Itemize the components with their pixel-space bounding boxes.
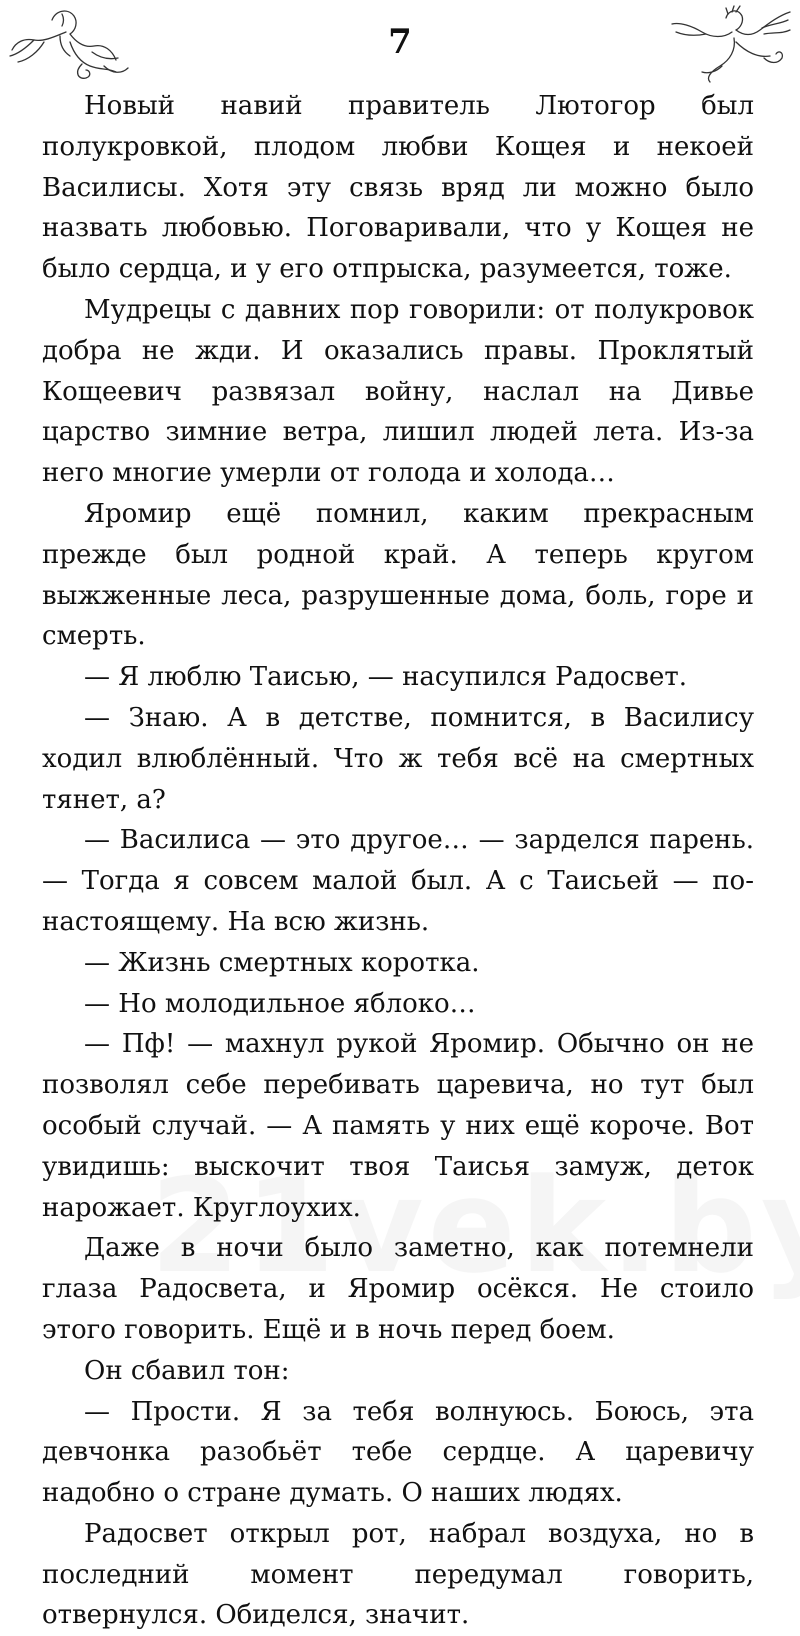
paragraph: Он сбавил тон: bbox=[84, 1355, 290, 1386]
dialogue-line: — Жизнь смертных коротка. bbox=[84, 947, 480, 978]
paragraph: Новый навий правитель Лютогор был полукровкой, плодом любви Кощея и некоей Василисы. Хотя эту связь вряд ли можно было назвать любовью. Поговаривали, что у Кощея не было сердца, и у его отпрыска, разумеется, тоже. bbox=[42, 91, 754, 285]
paragraph: Яромир ещё помнил, каким прекрасным прежде был родной край. А теперь кругом выжженные леса, разрушенные дома, боль, горе и смерть. bbox=[42, 498, 754, 652]
paragraph: Радосвет открыл рот, набрал воздуха, но в последний момент передумал говорить, отвернулся. Обиделся, значит. bbox=[42, 1518, 754, 1631]
dialogue-line: — Знаю. А в детстве, помнится, в Василису ходил влюблённый. Что ж тебя всё на смертных тянет, а? bbox=[42, 702, 754, 815]
dialogue-line: — Я люблю Таисью, — насупился Радосвет. bbox=[84, 662, 688, 693]
sirin-bird-ornament-icon bbox=[666, 2, 796, 84]
dialogue-line: — Пф! — махнул рукой Яромир. Обычно он не позволял себе перебивать царевича, но тут был особый случай. — А память у них ещё короче. Вот увидишь: выскочит твоя Таисья замуж, деток нарожает. Круглоухих. bbox=[42, 1029, 754, 1223]
dialogue-line: — Но молодильное яблоко… bbox=[84, 988, 476, 1019]
body-text bbox=[42, 86, 754, 1636]
page-header bbox=[0, 0, 800, 90]
dialogue-line: — Василиса — это другое… — зарделся парень. — Тогда я совсем малой был. А с Таисьей — по-настоящему. На всю жизнь. bbox=[42, 825, 754, 937]
paragraph: Мудрецы с давних пор говорили: от полукровок добра не жди. И оказались правы. Проклятый Кощеевич развязал войну, наслал на Дивье царство зимние ветра, лишил людей лета. Из-за него многие умерли от голода и холода… bbox=[42, 294, 754, 489]
page-number: 7 bbox=[388, 22, 412, 62]
paragraph: Даже в ночи было заметно, как потемнели глаза Радосвета, и Яромир осёкся. Не стоило этого говорить. Ещё и в ночь перед боем. bbox=[42, 1233, 754, 1345]
dialogue-line: — Прости. Я за тебя волнуюсь. Боюсь, эта девчонка разобьёт тебе сердце. А царевичу надобно о стране думать. О наших людях. bbox=[42, 1396, 754, 1509]
